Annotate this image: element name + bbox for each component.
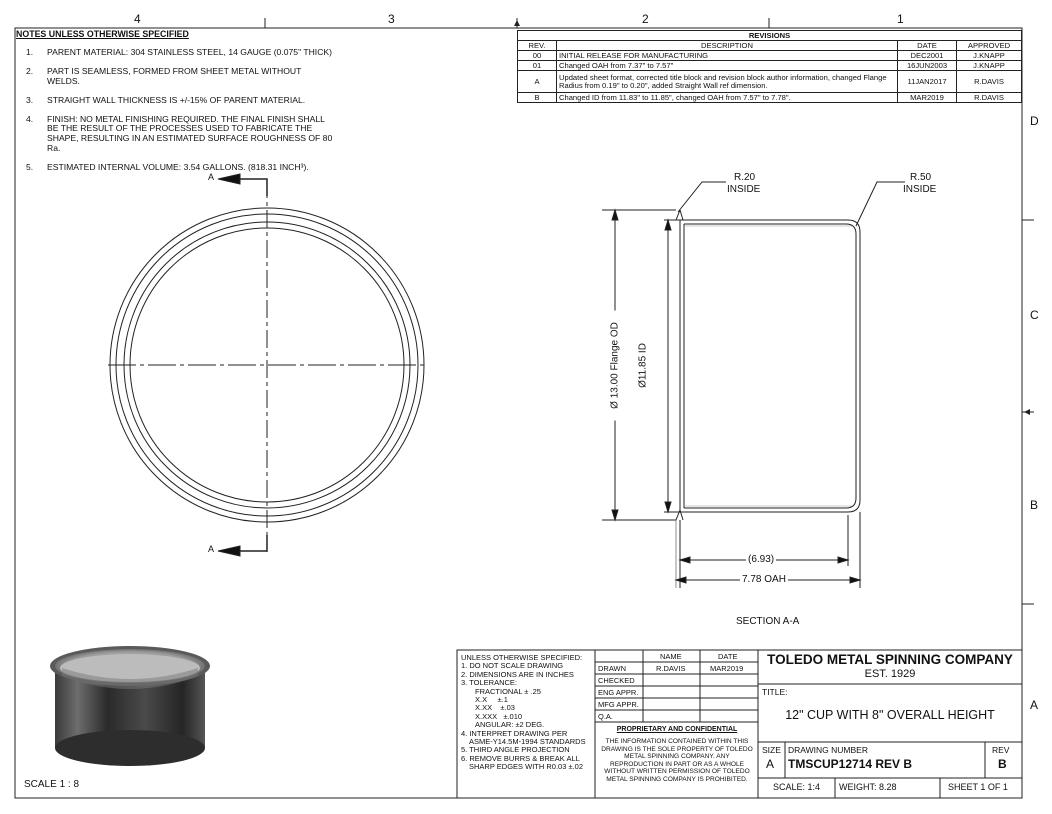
role-eng-appr: ENG APPR. [598,688,639,697]
r50-inside: INSIDE [903,184,937,195]
notes-header: NOTES UNLESS OTHERWISE SPECIFIED [16,29,189,39]
zone-label-c: C [1030,308,1039,322]
role-drawn: DRAWN [598,664,627,673]
rev-col-header: APPROVED [957,41,1022,51]
id-dimension: Ø11.85 ID [638,326,649,406]
drawing-number: TMSCUP12714 REV B [788,757,913,771]
role-checked: CHECKED [598,676,635,685]
company-name: TOLEDO METAL SPINNING COMPANY [767,652,1013,667]
table-row: A Updated sheet format, corrected title block and revision block author information, changed Flange Radius from 0.19" to 0.20", added Straight Wall ref dimension. 11JAN2017 R.DAVIS [518,71,1022,93]
oah-dimension: 7.78 OAH [742,574,786,585]
company-est: EST. 1929 [864,668,916,680]
r50-label: R.50 [910,172,932,183]
center-arrow [1024,409,1030,415]
tolerance-notes: UNLESS OTHERWISE SPECIFIED: 1. DO NOT SCALE DRAWING 2. DIMENSIONS ARE IN INCHES 3. TOLERANCE: FRACTIONAL ± .25 X.X ±.1 X.XX ±.03 X.XXX ±.010 ANGULAR: ±2 DEG. 4. INTERPRET DRAWING PER ASME-Y14.5M-1994 STANDARDS 5. THIRD ANGLE PROJECTION 6. REMOVE BURRS & BREAK ALL SHARP EDGES WITH R0.03 ±.02 [461,653,586,772]
rev-label: REV [992,745,1010,755]
zone-label-1: 1 [897,12,904,26]
section-letter-top: A [208,172,215,182]
section-arrow-icon [218,174,240,184]
size-label: SIZE [762,745,781,755]
note-item: 1. PARENT MATERIAL: 304 STAINLESS STEEL, 14 GAUGE (0.075" THICK) [26,47,332,58]
cup-render [50,646,210,766]
rev-col-header: DATE [898,41,957,51]
view-scale: SCALE 1 : 8 [24,779,80,790]
name-header: NAME [660,652,682,661]
proprietary-text: THE INFORMATION CONTAINED WITHIN THIS DRAWING IS THE SOLE PROPERTY OF TOLEDO METAL SPINNING COMPANY. ANY REPRODUCTION IN PART OR AS A WHOLE WITHOUT WRITTEN PERMISSION OF TOLEDO METAL SPINNING COMPANY IS PROHIBITED. [601,738,753,783]
size-value: A [766,757,775,771]
table-row: 01 Changed OAH from 7.37" to 7.57" 16JUN2003 J.KNAPP [518,61,1022,71]
zone-label-b: B [1030,498,1039,512]
table-row: 00 INITIAL RELEASE FOR MANUFACTURING DEC2001 J.KNAPP [518,51,1022,61]
rev-col-header: DESCRIPTION [557,41,898,51]
zone-label-2: 2 [642,12,649,26]
zone-label-d: D [1030,114,1039,128]
revisions-table [517,30,1022,103]
role-qa: Q.A. [598,712,614,721]
zone-label-4: 4 [134,12,141,26]
role-mfg-appr: MFG APPR. [598,700,639,709]
zone-label-3: 3 [388,12,395,26]
rev-value: B [998,757,1007,771]
title-label: TITLE: [762,687,788,697]
r20-inside: INSIDE [727,184,761,195]
center-arrow [514,20,520,26]
r20-label: R.20 [734,172,756,183]
proprietary-title: PROPRIETARY AND CONFIDENTIAL [616,726,738,733]
titleblock-scale: SCALE: 1:4 [773,782,821,792]
top-view [108,174,428,556]
date-header: DATE [718,652,738,661]
zone-label-a: A [1030,698,1039,712]
flange-od-dimension: Ø 13.00 Flange OD [610,311,621,421]
note-item: 5. ESTIMATED INTERNAL VOLUME: 3.54 GALLONS. (818.31 INCH³). [26,162,309,173]
note-item: 4. FINISH: NO METAL FINISHING REQUIRED. THE FINAL FINISH SHALL BE THE RESULT OF THE PROCESSES USED TO FABRICATE THE SHAPE, RESULTING IN AN ESTIMATED SURFACE ROUGHNESS OF 80 Ra. [26,113,333,154]
notes-block [16,29,336,173]
wall-dimension: (6.93) [748,554,775,565]
note-item: 2. PART IS SEAMLESS, FORMED FROM SHEET METAL WITHOUT WELDS. [26,65,302,86]
table-row: B Changed ID from 11.83" to 11.85", changed OAH from 7.57" to 7.78". MAR2019 R.DAVIS [518,93,1022,103]
drawn-name: R.DAVIS [656,664,686,673]
titleblock-weight: WEIGHT: 8.28 [839,782,897,792]
titleblock-sheet: SHEET 1 OF 1 [948,782,1008,792]
rev-col-header: REV. [518,41,557,51]
note-item: 3. STRAIGHT WALL THICKNESS IS +/-15% OF PARENT MATERIAL. [26,94,306,105]
drawing-title: 12" CUP WITH 8" OVERALL HEIGHT [785,708,995,722]
section-label: SECTION A-A [736,616,800,627]
revisions-title: REVISIONS [518,31,1022,41]
drawing-number-label: DRAWING NUMBER [788,745,868,755]
section-letter-bottom: A [208,544,215,554]
drawn-date: MAR2019 [710,664,744,673]
section-arrow-icon [218,546,240,556]
